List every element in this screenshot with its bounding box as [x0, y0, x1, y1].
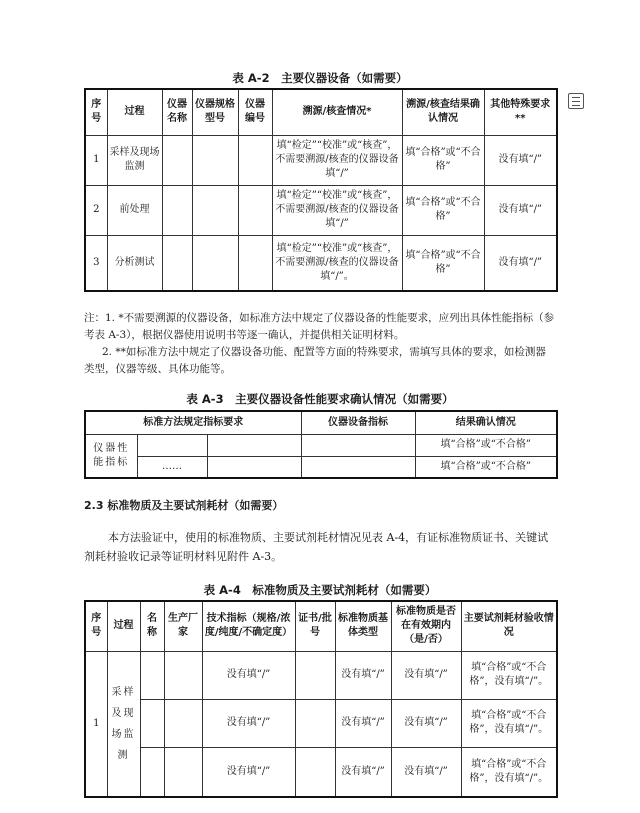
cell-matrix: 没有填“/”	[335, 747, 391, 797]
cell-other: 没有填“/”	[484, 135, 557, 185]
header-result: 溯源/核查结果确认情况	[402, 89, 484, 135]
cell-ellipsis: ……	[137, 456, 207, 478]
cell-trace: 填“检定”“校准”或“核查”，不需要溯源/核查的仪器设备填“/”。	[272, 235, 402, 291]
header-standard-requirement: 标准方法规定指标要求	[85, 411, 301, 434]
header-no: 序号	[85, 89, 107, 135]
table-row	[85, 434, 557, 456]
cell-empty	[192, 135, 238, 185]
cell-empty	[137, 434, 207, 456]
cell-spec: 没有填“/”	[202, 699, 295, 747]
cell-empty	[140, 651, 164, 699]
table-row	[85, 747, 557, 797]
cell-result: 填“合格”或“不合格”	[402, 235, 484, 291]
header-instrument-name: 仪器名称	[162, 89, 192, 135]
cell-validity: 没有填“/”	[391, 747, 461, 797]
cell-empty	[140, 747, 164, 797]
table-row	[85, 185, 557, 235]
table-row	[85, 135, 557, 185]
cell-result: 填“合格”或“不合格”	[402, 135, 484, 185]
cell-spec: 没有填“/”	[202, 651, 295, 699]
header-result: 结果确认情况	[415, 411, 557, 434]
header-process: 过程	[107, 601, 140, 651]
cell-empty	[238, 235, 272, 291]
cell-empty	[162, 185, 192, 235]
note-1: 注：1. *不需要溯源的仪器设备，如标准方法中规定了仪器设备的性能要求，应列出具体性能指标（参考表 A-3），根据仪器使用说明书等逐一确认，并提供相关证明材料。	[84, 312, 555, 341]
header-other: 其他特殊要求**	[484, 89, 557, 135]
header-certificate: 证书/批号	[295, 601, 335, 651]
cell-empty	[192, 235, 238, 291]
cell-trace: 填“检定”“校准”或“核查”，不需要溯源/核查的仪器设备填“/”	[272, 185, 402, 235]
header-acceptance: 主要试剂耗材验收情况	[461, 601, 557, 651]
section-heading: 2.3 标准物质及主要试剂耗材（如需要）	[84, 499, 284, 512]
cell-empty	[207, 456, 301, 478]
header-validity: 标准物质是否在有效期内（是/否）	[391, 601, 461, 651]
table-header-row	[85, 89, 557, 135]
cell-empty	[295, 651, 335, 699]
cell-no: 2	[85, 185, 107, 235]
cell-matrix: 没有填“/”	[335, 651, 391, 699]
cell-spec: 没有填“/”	[202, 747, 295, 797]
cell-process: 前处理	[107, 185, 162, 235]
cell-empty	[295, 699, 335, 747]
cell-empty	[295, 747, 335, 797]
table-a2-caption: 表 A-2 主要仪器设备（如需要）	[232, 71, 408, 85]
note-2: 2. **如标准方法中规定了仪器设备功能、配置等方面的特殊要求，需填写具体的要求，如检测器类型，仪器等级、具体功能等。	[84, 346, 546, 375]
cell-result: 填“合格”或“不合格”	[402, 185, 484, 235]
header-manufacturer: 生产厂家	[164, 601, 202, 651]
table-row	[85, 456, 557, 478]
cell-matrix: 没有填“/”	[335, 699, 391, 747]
cell-acceptance: 填“合格”或“不合格”，没有填“/”。	[461, 651, 557, 699]
cell-empty	[192, 185, 238, 235]
table-a4-caption: 表 A-4 标准物质及主要试剂耗材（如需要）	[203, 583, 437, 597]
header-matrix-type: 标准物质基体类型	[335, 601, 391, 651]
table-a4	[84, 600, 558, 798]
cell-validity: 没有填“/”	[391, 651, 461, 699]
table-row	[85, 699, 557, 747]
cell-empty	[162, 235, 192, 291]
table-a2	[84, 88, 558, 292]
cell-acceptance: 填“合格”或“不合格”，没有填“/”。	[461, 747, 557, 797]
cell-other: 没有填“/”	[484, 185, 557, 235]
table-a3-caption: 表 A-3 主要仪器设备性能要求确认情况（如需要）	[186, 392, 454, 406]
cell-empty	[207, 434, 301, 456]
cell-empty	[164, 747, 202, 797]
cell-no: 1	[85, 135, 107, 185]
cell-empty	[164, 651, 202, 699]
header-traceability: 溯源/核查情况*	[272, 89, 402, 135]
cell-other: 没有填“/”	[484, 235, 557, 291]
table-row	[85, 651, 557, 699]
header-process: 过程	[107, 89, 162, 135]
table-a3	[84, 410, 558, 479]
cell-empty	[301, 456, 415, 478]
document-icon[interactable]	[568, 93, 584, 109]
table-row	[85, 235, 557, 291]
header-serial: 仪器编号	[238, 89, 272, 135]
cell-empty	[238, 135, 272, 185]
cell-no: 3	[85, 235, 107, 291]
cell-no: 1	[85, 651, 107, 797]
cell-result: 填“合格”或“不合格”	[415, 434, 557, 456]
header-instrument-spec: 仪器设备指标	[301, 411, 415, 434]
cell-empty	[164, 699, 202, 747]
cell-trace: 填“检定”“校准”或“核查”，不需要溯源/核查的仪器设备填“/”	[272, 135, 402, 185]
row-label: 仪器性能指标	[85, 434, 137, 478]
cell-empty	[238, 185, 272, 235]
cell-result: 填“合格”或“不合格”	[415, 456, 557, 478]
section-paragraph: 本方法验证中，使用的标准物质、主要试剂耗材情况见表 A-4，有证标准物质证书、关键试剂耗材验收记录等证明材料见附件 A-3。	[84, 531, 549, 563]
cell-process: 采样及现场监测	[107, 651, 140, 797]
cell-acceptance: 填“合格”或“不合格”，没有填“/”。	[461, 699, 557, 747]
table-header-row	[85, 601, 557, 651]
cell-validity: 没有填“/”	[391, 699, 461, 747]
cell-empty	[162, 135, 192, 185]
header-no: 序号	[85, 601, 107, 651]
cell-empty	[140, 699, 164, 747]
cell-process: 采样及现场监测	[107, 135, 162, 185]
header-spec: 技术指标（规格/浓度/纯度/不确定度）	[202, 601, 295, 651]
header-model: 仪器规格型号	[192, 89, 238, 135]
cell-process: 分析测试	[107, 235, 162, 291]
cell-empty	[301, 434, 415, 456]
header-name: 名称	[140, 601, 164, 651]
table-header-row	[85, 411, 557, 434]
